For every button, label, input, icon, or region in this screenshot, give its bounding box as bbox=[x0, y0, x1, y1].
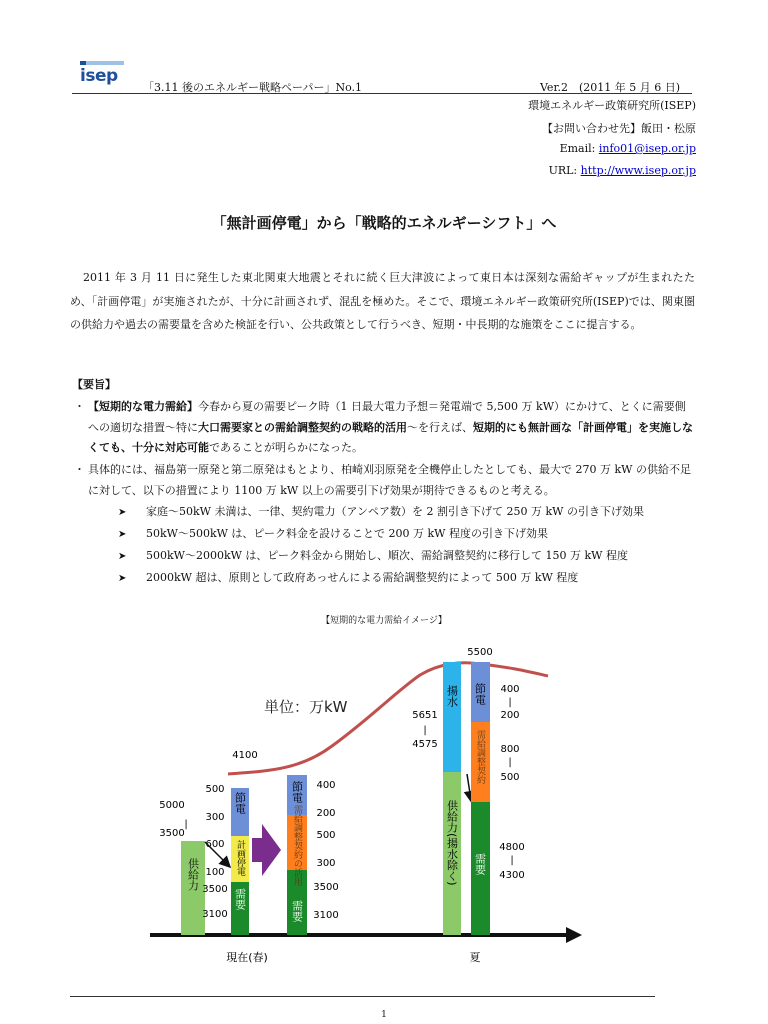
isep-logo: isep bbox=[80, 66, 118, 86]
contact-persons: 【お問い合わせ先】飯田・松原 bbox=[542, 122, 696, 135]
b1-top-value: 5000 bbox=[159, 800, 185, 811]
range-bar: | bbox=[184, 819, 188, 830]
bar2-setsuden-label: 節電 bbox=[233, 792, 247, 814]
version-date: Ver.2 (2011 年 5 月 6 日) bbox=[540, 81, 681, 94]
x-label-summer: 夏 bbox=[469, 951, 481, 964]
b2-d-bot: 3100 bbox=[202, 909, 228, 920]
email-link[interactable]: info01@isep.or.jp bbox=[598, 142, 696, 155]
figure-caption: 【短期的な電力需給イメージ】 bbox=[321, 616, 447, 626]
logo-mark bbox=[80, 61, 124, 65]
measure-item bbox=[118, 569, 578, 585]
b1-text-2: ～を行えば、 bbox=[407, 420, 473, 434]
value-4100: 4100 bbox=[232, 750, 258, 761]
bar3-demand-label: 需要 bbox=[290, 900, 304, 922]
b1-text-3: であることが明らかになった。 bbox=[209, 441, 363, 454]
measure-text: 家庭～50kW 未満は、一律、契約電力（アンペア数）を 2 割引き下げて 250 万 kW の引き下げ効果 bbox=[146, 505, 644, 518]
range-bar: | bbox=[508, 697, 512, 708]
b3-s-bot: 200 bbox=[316, 808, 336, 819]
summary-bullet-1 bbox=[74, 397, 694, 459]
b2-s-bot: 300 bbox=[205, 812, 225, 823]
arrow-bullet-icon: ➤ bbox=[118, 529, 127, 540]
b5-k-bot: 500 bbox=[500, 772, 520, 783]
document-title: 「無計画停電」から「戦略的エネルギーシフト」へ bbox=[211, 214, 557, 232]
b1-bold-3: 短期的にも無計画な「計画停電」を実施しなくても、十分に対応可能 bbox=[88, 420, 693, 454]
arrow-bullet-icon: ➤ bbox=[118, 551, 127, 562]
b1-bold-2: 大口需要家との需給調整契約の戦略的活用 bbox=[198, 420, 407, 434]
summary-heading: 【要旨】 bbox=[72, 378, 116, 391]
bar4-yosui-label: 揚水 bbox=[445, 685, 459, 707]
bar5-setsuden-label: 節電 bbox=[473, 683, 487, 705]
b3-k-bot: 300 bbox=[316, 858, 336, 869]
b1-text-1: 今春から夏の需要ピーク時（1 日最大電力予想＝発電端で 5,500 万 kW）にかけて、とくに需要側への適切な措置～特に bbox=[88, 400, 686, 434]
bar5-keiyaku-label: 需給調整契約 bbox=[475, 730, 485, 784]
b5-d-bot: 4300 bbox=[499, 870, 525, 881]
bar2-keikaku-label: 計画停電 bbox=[235, 840, 245, 876]
supply-demand-figure bbox=[0, 630, 768, 970]
b5-s-top: 400 bbox=[500, 684, 520, 695]
b3-d-bot: 3100 bbox=[313, 910, 339, 921]
summary-bullet-2 bbox=[74, 460, 694, 501]
bar3-setsuden-label: 節電 bbox=[290, 781, 304, 803]
arrow-bullet-icon: ➤ bbox=[118, 507, 127, 518]
b3-k-top: 500 bbox=[316, 830, 336, 841]
url-link[interactable]: http://www.isep.or.jp bbox=[580, 164, 696, 177]
header-rule bbox=[72, 93, 692, 94]
b2-k-bot: 100 bbox=[205, 867, 225, 878]
b5-s-bot: 200 bbox=[500, 710, 520, 721]
b3-s-top: 400 bbox=[316, 780, 336, 791]
x-axis-arrowhead bbox=[566, 927, 582, 943]
value-5500: 5500 bbox=[467, 647, 493, 658]
footer-rule bbox=[70, 996, 655, 997]
email-label: Email: bbox=[559, 142, 596, 155]
b3-d-top: 3500 bbox=[313, 882, 339, 893]
bar3-keiyaku-label: 需給調整契約の活用 bbox=[292, 805, 302, 886]
b1-bottom-value: 3500 bbox=[159, 828, 185, 839]
url-line bbox=[549, 164, 696, 177]
b2-k-top: 600 bbox=[205, 839, 225, 850]
range-bar: | bbox=[508, 757, 512, 768]
b4-bot: 4575 bbox=[412, 739, 438, 750]
b2-s-top: 500 bbox=[205, 784, 225, 795]
transition-arrow bbox=[252, 824, 281, 876]
arrow-bullet-icon: ➤ bbox=[118, 573, 127, 584]
measure-text: 50kW～500kW は、ピーク料金を設けることで 200 万 kW 程度の引き下げ効果 bbox=[146, 527, 548, 540]
measure-item bbox=[118, 525, 548, 541]
measure-item bbox=[118, 547, 628, 563]
measure-text: 2000kW 超は、原則として政府あっせんによる需給調整契約によって 500 万 kW 程度 bbox=[146, 571, 579, 584]
unit-label: 単位：万kW bbox=[264, 698, 348, 716]
range-bar: | bbox=[423, 725, 427, 736]
bar-supply-now-label: 供給力 bbox=[186, 858, 200, 891]
paper-series-title: 「3.11 後のエネルギー戦略ペーパー」No.1 bbox=[143, 81, 362, 94]
measure-text: 500kW～2000kW は、ピーク料金から開始し、順次、需給調整契約に移行して 150 万 kW 程度 bbox=[146, 549, 628, 562]
measure-item bbox=[118, 503, 644, 519]
x-label-now: 現在(春) bbox=[226, 951, 268, 964]
b2-text: 具体的には、福島第一原発と第二原発はもとより、柏崎刈羽原発を全機停止したとしても、最大で 270 万 kW の供給不足に対して、以下の措置により 1100 万 kW 以上の需要引下げ効果が期待できるものと考える。 bbox=[88, 463, 691, 497]
bullet-dot: ・ bbox=[74, 463, 85, 476]
bullet-dot: ・ bbox=[74, 400, 85, 413]
range-bar: | bbox=[510, 855, 514, 866]
bar5-demand-label: 需要 bbox=[473, 853, 487, 875]
bar4-pumped-hydro bbox=[443, 662, 461, 772]
b2-d-top: 3500 bbox=[202, 884, 228, 895]
b5-d-top: 4800 bbox=[499, 842, 525, 853]
b4-top: 5651 bbox=[412, 710, 438, 721]
bar2-demand-label: 需要 bbox=[233, 888, 247, 910]
b5-k-top: 800 bbox=[500, 744, 520, 755]
url-label: URL: bbox=[548, 164, 578, 177]
b1-heading: 【短期的な電力需給】 bbox=[88, 400, 198, 413]
intro-paragraph: 2011 年 3 月 11 日に発生した東北関東大地震とそれに続く巨大津波によって東日本は深刻な需給ギャップが生まれたため、「計画停電」が実施されたが、十分に計画されず、混乱を極めた。そこで、環境エネルギー政策研究所(ISEP)では、関東圏の供給力や過去の需要量を含めた検証を行い、公共政策として行うべき、短期・中長期的な施策をここに提言する。 bbox=[70, 271, 695, 331]
pointer-arrow bbox=[467, 774, 471, 800]
bar4-supply-label: 供給力(揚水除く) bbox=[445, 800, 459, 886]
page-number: 1 bbox=[381, 1010, 387, 1020]
email-line bbox=[560, 142, 696, 155]
organization: 環境エネルギー政策研究所(ISEP) bbox=[528, 99, 696, 112]
